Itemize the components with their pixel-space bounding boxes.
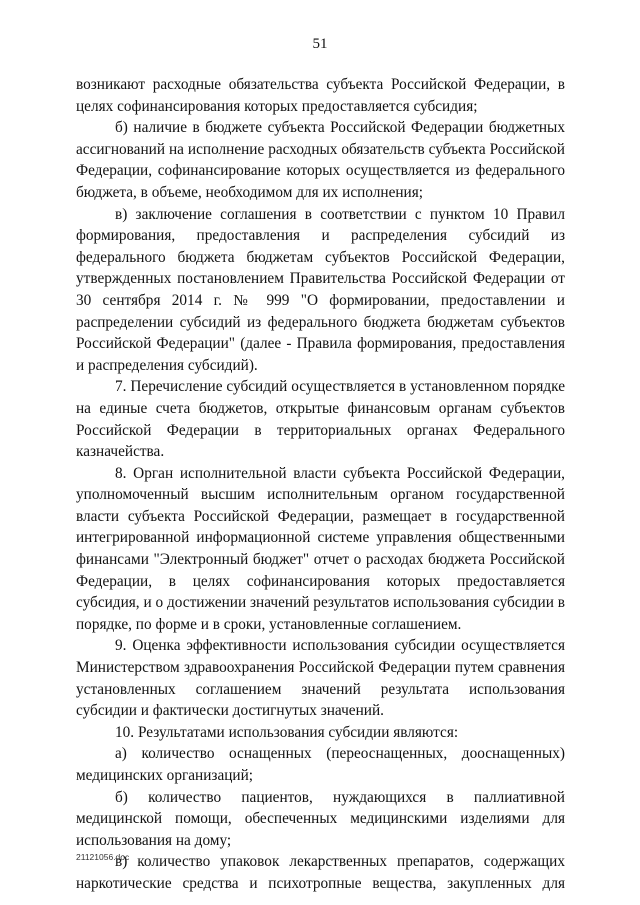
footer-file-name: 21121056.doc bbox=[76, 852, 130, 862]
paragraph-10-item-v: в) количество упаковок лекарственных препаратов, содержащих наркотические средства и психотропные вещества, закупленных для bbox=[76, 853, 565, 892]
paragraph-10-item-a: а) количество оснащенных (переоснащенных, дооснащенных) медицинских организаций; bbox=[76, 745, 565, 784]
paragraph-continuation: возникают расходные обязательства субъекта Российской Федерации, в целях софинансирования которых предоставляется субсидия; bbox=[76, 76, 565, 115]
paragraph-8: 8. Орган исполнительной власти субъекта Российской Федерации, уполномоченный высшим исполнительным органом государственной власти субъекта Российской Федерации, размещает в государственной интегрированной информационной системе управления общественными финансами "Электронный бюджет" отчет о расходах бюджета Российской Федерации, в целях софинансирования которых предоставляется субсидия, и о достижении значений результатов использования субсидии в порядке, по форме и в сроки, установленные соглашением. bbox=[76, 464, 565, 633]
paragraph-item-v: в) заключение соглашения в соответствии с пунктом 10 Правил формирования, предоставления и распределения субсидий из федерального бюджета бюджетам субъектов Российской Федерации, утвержденных постановлением Правительства Российской Федерации от 30 сентября 2014 г. № 999 "О формировании, предоставлении и распределении субсидий из федерального бюджета бюджетам субъектов Российской Федерации" (далее - Правила формирования, предоставления и распределения субсидий). bbox=[76, 205, 565, 374]
document-body bbox=[76, 74, 565, 895]
paragraph-10-item-b: б) количество пациентов, нуждающихся в паллиативной медицинской помощи, обеспеченных медицинскими изделиями для использования на дому; bbox=[76, 788, 565, 849]
paragraph-7: 7. Перечисление субсидий осуществляется в установленном порядке на единые счета бюджетов, открытые финансовым органам субъектов Российской Федерации в территориальных органах Федерального казначейства. bbox=[76, 378, 565, 461]
paragraph-item-b: б) наличие в бюджете субъекта Российской Федерации бюджетных ассигнований на исполнение расходных обязательств субъекта Российской Федерации, софинансирование которых осуществляется из федерального бюджета, в объеме, необходимом для их исполнения; bbox=[76, 119, 565, 201]
page-number: 51 bbox=[312, 36, 328, 52]
paragraph-10: 10. Результатами использования субсидии являются: bbox=[115, 723, 459, 741]
paragraph-9: 9. Оценка эффективности использования субсидии осуществляется Министерством здравоохранения Российской Федерации путем сравнения установленных соглашением значений результата использования субсидии и фактически достигнутых значений. bbox=[76, 637, 565, 720]
